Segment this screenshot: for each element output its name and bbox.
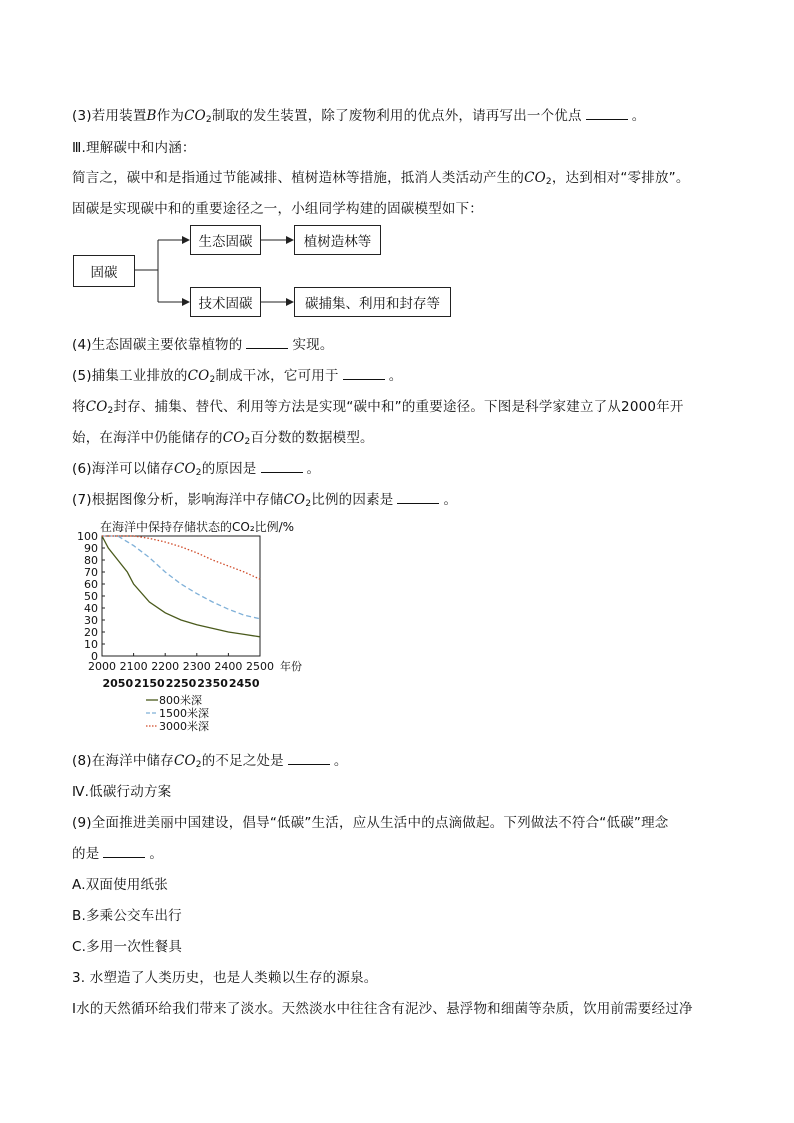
y-tick-label: 90 [84,542,98,555]
question-3-water: 3. 水塑造了人类历史，也是人类赖以生存的源泉。 [72,970,378,986]
x-tick-label: 2150 [134,677,165,690]
plot-frame [102,536,260,656]
y-tick-label: 40 [84,602,98,615]
y-tick-label: 80 [84,554,98,567]
question-9-cont: 的是 。 [72,846,164,862]
series-line [102,536,260,637]
question-4: (4)生态固碳主要依靠植物的 实现。 [72,337,334,353]
legend-label: 3000米深 [159,720,209,733]
section-4-heading: Ⅳ.低碳行动方案 [72,784,172,800]
x-tick-label: 2400 [214,660,243,673]
diagram-eco-box: 生态固碳 [190,225,261,255]
x-tick-label: 2000 [88,660,116,673]
paragraph-carbon-neutral: 简言之，碳中和是指通过节能减排、植树造林等措施，抵消人类活动产生的$CO_2$，达到相对“零排放”。 [72,170,690,187]
option-a[interactable]: A.双面使用纸张 [72,877,168,893]
option-b[interactable]: B.多乘公交车出行 [72,908,182,924]
x-tick-label: 2350 [197,677,228,690]
option-c[interactable]: C.多用一次性餐具 [72,939,183,955]
paragraph-model-intro: 固碳是实现碳中和的重要途径之一，小组同学构建的固碳模型如下： [72,201,483,217]
series-line [102,536,260,579]
x-tick-label: 2200 [151,660,180,673]
question-9: (9)全面推进美丽中国建设，倡导“低碳”生活，应从生活中的点滴做起。下列做法不符合“低碳”理念 [72,815,669,831]
x-tick-label: 2100 [119,660,148,673]
question-6: (6)海洋可以储存$CO_2$的原因是 。 [72,461,321,478]
x-tick-label: 2300 [182,660,211,673]
y-tick-label: 30 [84,614,98,627]
chart-title: 在海洋中保持存储状态的CO₂比例/% [100,520,295,534]
series-line [102,536,260,619]
diagram-root-box: 固碳 [73,255,135,287]
diagram-eco-result-box: 植树造林等 [294,225,381,255]
question-7: (7)根据图像分析，影响海洋中存储$CO_2$比例的因素是 。 [72,492,458,509]
y-tick-label: 20 [84,626,98,639]
x-tick-label: 2500 [246,660,274,673]
paragraph-methods: 将$CO_2$封存、捕集、替代、利用等方法是实现“碳中和”的重要途径。下图是科学家建立了从2000年开 [72,399,684,416]
question-8: (8)在海洋中储存$CO_2$的不足之处是 。 [72,753,348,770]
answer-blank[interactable] [288,752,330,765]
diagram-tech-box: 技术固碳 [190,287,261,317]
y-tick-label: 50 [84,590,98,603]
y-tick-label: 70 [84,566,98,579]
y-tick-label: 60 [84,578,98,591]
x-tick-label: 2250 [165,677,197,690]
question-5: (5)捕集工业排放的$CO_2$制成干冰，它可用于 。 [72,368,403,385]
legend-label: 1500米深 [159,707,209,720]
paragraph-water: Ⅰ水的天然循环给我们带来了淡水。天然淡水中往往含有泥沙、悬浮物和细菌等杂质，饮用前需要经过净 [72,1001,693,1017]
section-3-heading: Ⅲ.理解碳中和内涵： [72,140,196,156]
diagram-tech-result-box: 碳捕集、利用和封存等 [294,287,451,317]
paragraph-methods-cont: 始，在海洋中仍能储存的$CO_2$百分数的数据模型。 [72,430,374,447]
x-tick-label: 2050 [102,677,134,690]
y-tick-label: 100 [77,530,98,543]
legend-label: 800米深 [159,694,202,707]
y-tick-label: 0 [91,650,98,663]
x-tick-label: 2450 [228,677,260,690]
y-tick-label: 10 [84,638,98,651]
answer-blank[interactable] [103,845,145,858]
question-3: (3)若用装置B作为$CO_2$制取的发生装置，除了废物利用的优点外，请再写出一个优点 。 [72,108,646,125]
x-axis-label: 年份 [280,660,302,673]
